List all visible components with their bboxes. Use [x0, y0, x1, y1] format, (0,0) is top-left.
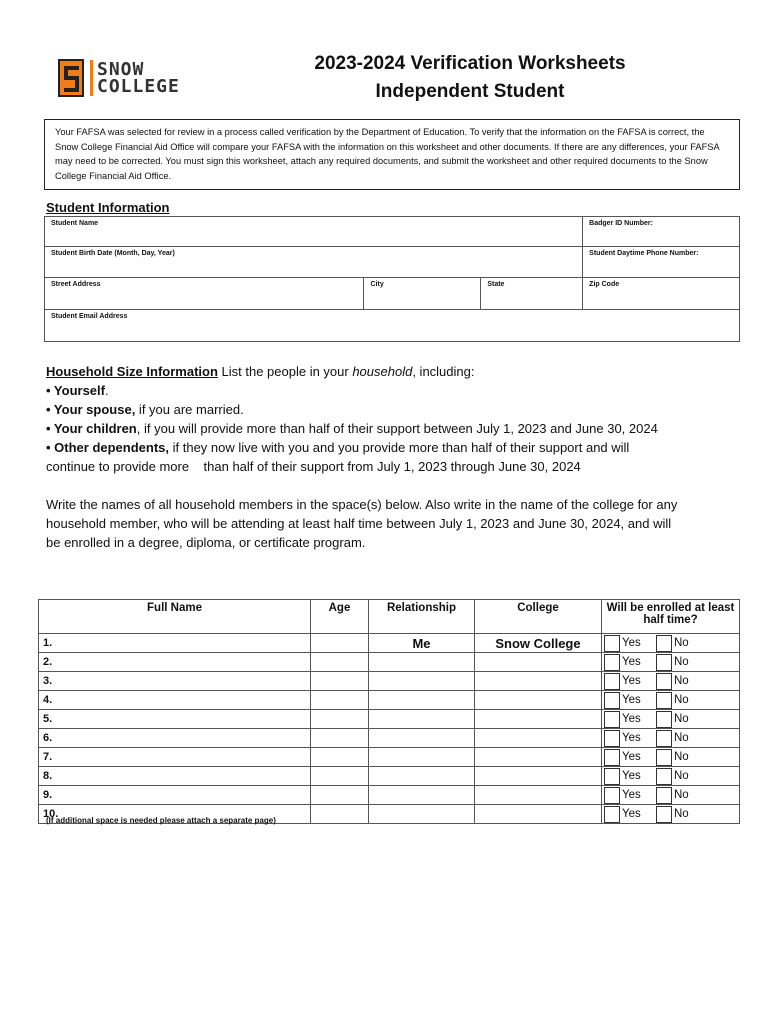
row-number: 3.	[43, 675, 53, 687]
member-college-cell[interactable]	[475, 748, 602, 767]
yes-checkbox[interactable]	[604, 692, 620, 709]
member-age-cell[interactable]	[311, 748, 369, 767]
no-label: No	[674, 656, 689, 668]
member-college-cell[interactable]	[475, 710, 602, 729]
bullet-bold: • Your spouse,	[46, 402, 136, 417]
member-college-cell[interactable]	[475, 767, 602, 786]
col-relationship: Relationship	[369, 600, 475, 634]
zip-code-field[interactable]: Zip Code	[583, 278, 740, 310]
yes-label: Yes	[622, 732, 641, 744]
member-name-cell[interactable]	[39, 653, 311, 672]
col-full-name: Full Name	[39, 600, 311, 634]
member-age-cell[interactable]	[311, 691, 369, 710]
household-intro	[46, 362, 746, 381]
badger-id-field[interactable]: Badger ID Number:	[583, 217, 740, 247]
member-relationship-cell[interactable]: Me	[369, 634, 475, 653]
member-name-cell[interactable]	[39, 748, 311, 767]
yes-label: Yes	[622, 751, 641, 763]
member-enrolled-cell	[602, 672, 740, 691]
no-checkbox[interactable]	[656, 654, 672, 671]
household-instructions-2: household member, who will be attending at least half time between July 1, 2023 and June 30, 2024, and will	[46, 516, 672, 531]
member-college-cell[interactable]	[475, 672, 602, 691]
bullet-text: , if you will provide more than half of their support between July 1, 2023 and June 30, 2024	[136, 421, 658, 436]
student-info-heading: Student Information	[46, 200, 170, 215]
member-name-cell[interactable]	[39, 672, 311, 691]
birth-date-field[interactable]: Student Birth Date (Month, Day, Year)	[45, 247, 583, 278]
member-name-cell[interactable]	[39, 786, 311, 805]
street-address-field[interactable]: Street Address	[45, 278, 364, 310]
member-enrolled-cell	[602, 653, 740, 672]
member-relationship-cell[interactable]	[369, 672, 475, 691]
phone-field[interactable]: Student Daytime Phone Number:	[583, 247, 740, 278]
yes-checkbox[interactable]	[604, 787, 620, 804]
household-bullet-yourself	[46, 381, 746, 400]
table-row	[39, 767, 740, 786]
no-label: No	[674, 808, 689, 820]
member-age-cell[interactable]	[311, 805, 369, 824]
no-checkbox[interactable]	[656, 749, 672, 766]
household-members-table	[38, 599, 740, 824]
table-row	[39, 672, 740, 691]
member-rows	[39, 634, 740, 824]
member-name-cell[interactable]	[39, 729, 311, 748]
no-label: No	[674, 770, 689, 782]
row-number: 4.	[43, 694, 53, 706]
household-heading: Household Size Information	[46, 364, 218, 379]
bullet-bold: • Yourself	[46, 383, 105, 398]
member-age-cell[interactable]	[311, 786, 369, 805]
no-checkbox[interactable]	[656, 673, 672, 690]
col-age: Age	[311, 600, 369, 634]
member-enrolled-cell	[602, 805, 740, 824]
no-label: No	[674, 732, 689, 744]
state-field[interactable]: State	[481, 278, 583, 310]
household-bullet-dependents-cont: continue to provide more than half of their support from July 1, 2023 through June 30, 2024	[46, 459, 581, 474]
member-college-cell[interactable]: Snow College	[475, 634, 602, 653]
yes-label: Yes	[622, 694, 641, 706]
member-college-cell[interactable]	[475, 691, 602, 710]
member-enrolled-cell	[602, 786, 740, 805]
no-label: No	[674, 751, 689, 763]
row-number: 6.	[43, 732, 53, 744]
no-checkbox[interactable]	[656, 711, 672, 728]
yes-checkbox[interactable]	[604, 768, 620, 785]
table-row	[39, 653, 740, 672]
email-field[interactable]: Student Email Address	[45, 310, 740, 342]
member-age-cell[interactable]	[311, 710, 369, 729]
household-bullet-children	[46, 419, 746, 438]
no-label: No	[674, 789, 689, 801]
member-enrolled-cell	[602, 691, 740, 710]
member-age-cell[interactable]	[311, 767, 369, 786]
household-bullet-dependents	[46, 438, 746, 457]
row-number: 2.	[43, 656, 53, 668]
member-college-cell[interactable]	[475, 653, 602, 672]
row-number: 9.	[43, 789, 53, 801]
table-row	[39, 634, 740, 653]
col-college: College	[475, 600, 602, 634]
member-relationship-cell[interactable]	[369, 729, 475, 748]
city-field[interactable]: City	[364, 278, 481, 310]
yes-checkbox[interactable]	[604, 730, 620, 747]
member-enrolled-cell	[602, 634, 740, 653]
yes-label: Yes	[622, 675, 641, 687]
table-row	[39, 691, 740, 710]
member-enrolled-cell	[602, 710, 740, 729]
yes-checkbox[interactable]	[604, 673, 620, 690]
no-label: No	[674, 713, 689, 725]
member-name-cell[interactable]	[39, 710, 311, 729]
logo-line-1: SNOW	[97, 59, 145, 80]
yes-label: Yes	[622, 713, 641, 725]
yes-label: Yes	[622, 637, 641, 649]
yes-label: Yes	[622, 789, 641, 801]
yes-checkbox[interactable]	[604, 654, 620, 671]
household-intro-pre: List the people in your	[217, 364, 353, 379]
col-enrolled: Will be enrolled at least half time?	[602, 600, 740, 634]
logo-line-2: COLLEGE	[97, 76, 180, 97]
row-number: 8.	[43, 770, 53, 782]
member-relationship-cell[interactable]	[369, 653, 475, 672]
no-label: No	[674, 694, 689, 706]
snow-college-logo	[58, 58, 180, 98]
row-number: 7.	[43, 751, 53, 763]
snow-college-s-icon	[58, 59, 84, 97]
member-relationship-cell[interactable]	[369, 805, 475, 824]
member-age-cell[interactable]	[311, 672, 369, 691]
no-checkbox[interactable]	[656, 806, 672, 823]
member-college-cell[interactable]	[475, 805, 602, 824]
row-number: 1.	[43, 637, 53, 649]
no-checkbox[interactable]	[656, 635, 672, 652]
row-number: 10.	[43, 808, 59, 820]
no-label: No	[674, 675, 689, 687]
page-subtitle: Independent Student	[375, 81, 565, 102]
bullet-text: if they now live with you and you provide more than half of their support and will	[169, 440, 630, 455]
no-checkbox[interactable]	[656, 787, 672, 804]
household-intro-post: , including:	[412, 364, 475, 379]
member-name-cell[interactable]	[39, 767, 311, 786]
household-bullet-spouse	[46, 400, 746, 419]
student-name-field[interactable]: Student Name	[45, 217, 583, 247]
bullet-text: if you are married.	[135, 402, 244, 417]
table-row	[39, 748, 740, 767]
table-footnote: (If additional space is needed please attach a separate page)	[46, 816, 276, 825]
yes-checkbox[interactable]	[604, 635, 620, 652]
member-enrolled-cell	[602, 748, 740, 767]
row-number: 5.	[43, 713, 53, 725]
student-info-table	[44, 216, 740, 342]
member-relationship-cell[interactable]	[369, 786, 475, 805]
yes-label: Yes	[622, 656, 641, 668]
member-age-cell[interactable]	[311, 653, 369, 672]
household-instructions-1: Write the names of all household members in the space(s) below. Also write in the name of the college for any	[46, 497, 678, 512]
member-name-cell[interactable]	[39, 634, 311, 653]
member-enrolled-cell	[602, 729, 740, 748]
yes-label: Yes	[622, 770, 641, 782]
member-enrolled-cell	[602, 767, 740, 786]
yes-checkbox[interactable]	[604, 711, 620, 728]
bullet-bold: • Your children	[46, 421, 137, 436]
household-intro-em: household	[352, 364, 413, 379]
table-row	[39, 710, 740, 729]
yes-label: Yes	[622, 808, 641, 820]
page-title: 2023-2024 Verification Worksheets	[314, 53, 626, 74]
bullet-text: .	[104, 383, 109, 398]
logo-wordmark	[97, 61, 180, 95]
member-relationship-cell[interactable]	[369, 748, 475, 767]
member-relationship-cell[interactable]	[369, 710, 475, 729]
no-checkbox[interactable]	[656, 692, 672, 709]
logo-divider	[90, 60, 93, 96]
member-relationship-cell[interactable]	[369, 767, 475, 786]
table-row	[39, 729, 740, 748]
member-age-cell[interactable]	[311, 729, 369, 748]
yes-checkbox[interactable]	[604, 806, 620, 823]
member-college-cell[interactable]	[475, 786, 602, 805]
table-row	[39, 786, 740, 805]
member-relationship-cell[interactable]	[369, 691, 475, 710]
yes-checkbox[interactable]	[604, 749, 620, 766]
member-age-cell[interactable]	[311, 634, 369, 653]
intro-notice: Your FAFSA was selected for review in a process called verification by the Department of Education. To verify that the information on the FAFSA is correct, the Snow College Financial Aid Office will compare your FAFSA with the information on this worksheet and other documents. If there are any differences, your FAFSA may need to be corrected. You must sign this worksheet, attach any required documents, and submit the worksheet and other required documents to the Snow College Financial Aid Office.	[44, 119, 740, 190]
bullet-bold: • Other dependents,	[46, 440, 170, 455]
no-label: No	[674, 637, 689, 649]
no-checkbox[interactable]	[656, 730, 672, 747]
member-name-cell[interactable]	[39, 691, 311, 710]
member-college-cell[interactable]	[475, 729, 602, 748]
household-instructions-3: be enrolled in a degree, diploma, or certificate program.	[46, 535, 366, 550]
no-checkbox[interactable]	[656, 768, 672, 785]
